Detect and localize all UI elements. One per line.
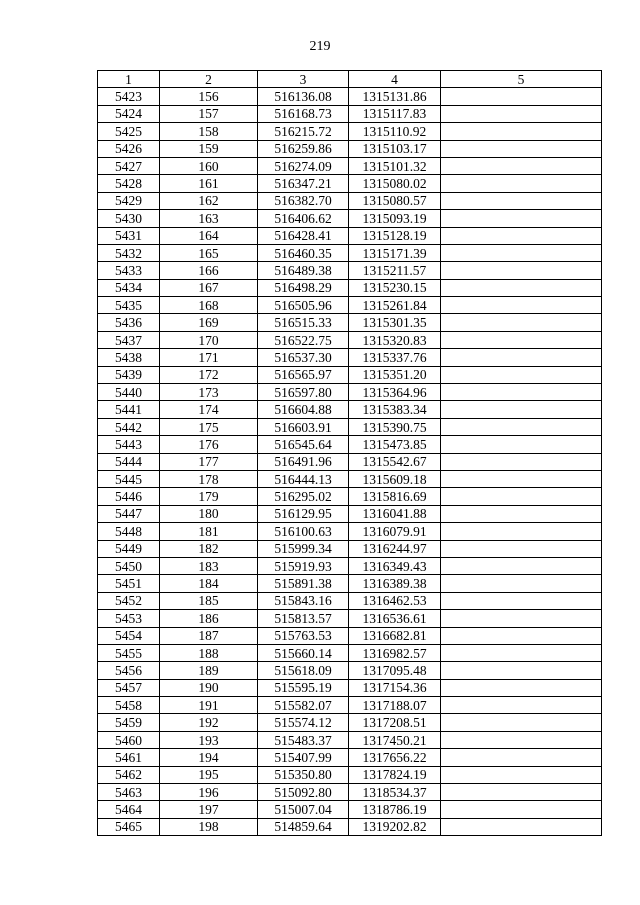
y-coordinate-cell: 1315101.32 [349,157,441,174]
note-cell [441,210,602,227]
table-row [98,644,602,661]
point-number-cell: 5451 [98,575,160,592]
vertex-number-cell: 165 [160,244,258,261]
vertex-number-cell: 176 [160,436,258,453]
note-cell [441,505,602,522]
y-coordinate-cell: 1315261.84 [349,297,441,314]
y-coordinate-cell: 1315364.96 [349,384,441,401]
point-number-cell: 5455 [98,644,160,661]
vertex-number-cell: 181 [160,523,258,540]
point-number-cell: 5430 [98,210,160,227]
table-row [98,262,602,279]
x-coordinate-cell: 516515.33 [258,314,349,331]
vertex-number-cell: 187 [160,627,258,644]
point-number-cell: 5450 [98,557,160,574]
y-coordinate-cell: 1315473.85 [349,436,441,453]
table-row [98,697,602,714]
point-number-cell: 5453 [98,610,160,627]
x-coordinate-cell: 516491.96 [258,453,349,470]
table-row [98,384,602,401]
table-row [98,140,602,157]
vertex-number-cell: 184 [160,575,258,592]
vertex-number-cell: 156 [160,88,258,105]
x-coordinate-cell: 515919.93 [258,557,349,574]
y-coordinate-cell: 1316079.91 [349,523,441,540]
y-coordinate-cell: 1316349.43 [349,557,441,574]
table-row [98,279,602,296]
table-row [98,801,602,818]
note-cell [441,714,602,731]
note-cell [441,557,602,574]
point-number-cell: 5439 [98,366,160,383]
x-coordinate-cell: 516168.73 [258,105,349,122]
note-cell [441,140,602,157]
column-header-4: 4 [349,71,441,88]
header-row [98,71,602,88]
vertex-number-cell: 194 [160,749,258,766]
x-coordinate-cell: 516522.75 [258,331,349,348]
vertex-number-cell: 189 [160,662,258,679]
vertex-number-cell: 192 [160,714,258,731]
point-number-cell: 5438 [98,349,160,366]
x-coordinate-cell: 516428.41 [258,227,349,244]
y-coordinate-cell: 1315171.39 [349,244,441,261]
vertex-number-cell: 161 [160,175,258,192]
table-row [98,192,602,209]
note-cell [441,766,602,783]
table-row [98,210,602,227]
point-number-cell: 5452 [98,592,160,609]
x-coordinate-cell: 515999.34 [258,540,349,557]
x-coordinate-cell: 515407.99 [258,749,349,766]
x-coordinate-cell: 516259.86 [258,140,349,157]
x-coordinate-cell: 515092.80 [258,784,349,801]
table-row [98,366,602,383]
note-cell [441,488,602,505]
note-cell [441,731,602,748]
coordinates-table [97,70,602,836]
y-coordinate-cell: 1315103.17 [349,140,441,157]
table-row [98,244,602,261]
table-row [98,714,602,731]
x-coordinate-cell: 515483.37 [258,731,349,748]
vertex-number-cell: 173 [160,384,258,401]
table-row [98,523,602,540]
x-coordinate-cell: 515350.80 [258,766,349,783]
vertex-number-cell: 196 [160,784,258,801]
y-coordinate-cell: 1317208.51 [349,714,441,731]
x-coordinate-cell: 516406.62 [258,210,349,227]
point-number-cell: 5441 [98,401,160,418]
table-row [98,453,602,470]
point-number-cell: 5448 [98,523,160,540]
note-cell [441,470,602,487]
vertex-number-cell: 180 [160,505,258,522]
table-row [98,575,602,592]
point-number-cell: 5445 [98,470,160,487]
point-number-cell: 5436 [98,314,160,331]
point-number-cell: 5447 [98,505,160,522]
point-number-cell: 5454 [98,627,160,644]
point-number-cell: 5440 [98,384,160,401]
note-cell [441,366,602,383]
table-row [98,123,602,140]
vertex-number-cell: 169 [160,314,258,331]
y-coordinate-cell: 1315383.34 [349,401,441,418]
table-row [98,331,602,348]
table-row [98,227,602,244]
note-cell [441,227,602,244]
point-number-cell: 5458 [98,697,160,714]
note-cell [441,401,602,418]
note-cell [441,644,602,661]
point-number-cell: 5462 [98,766,160,783]
note-cell [441,592,602,609]
x-coordinate-cell: 516537.30 [258,349,349,366]
note-cell [441,784,602,801]
point-number-cell: 5465 [98,818,160,835]
table-row [98,401,602,418]
vertex-number-cell: 185 [160,592,258,609]
note-cell [441,262,602,279]
vertex-number-cell: 171 [160,349,258,366]
x-coordinate-cell: 515843.16 [258,592,349,609]
x-coordinate-cell: 516215.72 [258,123,349,140]
x-coordinate-cell: 515618.09 [258,662,349,679]
table-row [98,349,602,366]
x-coordinate-cell: 515763.53 [258,627,349,644]
point-number-cell: 5435 [98,297,160,314]
table-row [98,749,602,766]
table-row [98,679,602,696]
point-number-cell: 5444 [98,453,160,470]
point-number-cell: 5423 [98,88,160,105]
vertex-number-cell: 179 [160,488,258,505]
point-number-cell: 5428 [98,175,160,192]
y-coordinate-cell: 1318534.37 [349,784,441,801]
y-coordinate-cell: 1317154.36 [349,679,441,696]
x-coordinate-cell: 515582.07 [258,697,349,714]
vertex-number-cell: 188 [160,644,258,661]
vertex-number-cell: 163 [160,210,258,227]
note-cell [441,436,602,453]
y-coordinate-cell: 1315351.20 [349,366,441,383]
note-cell [441,105,602,122]
point-number-cell: 5437 [98,331,160,348]
y-coordinate-cell: 1317450.21 [349,731,441,748]
x-coordinate-cell: 516382.70 [258,192,349,209]
table-row [98,662,602,679]
y-coordinate-cell: 1315390.75 [349,418,441,435]
point-number-cell: 5456 [98,662,160,679]
note-cell [441,679,602,696]
vertex-number-cell: 174 [160,401,258,418]
x-coordinate-cell: 516100.63 [258,523,349,540]
vertex-number-cell: 195 [160,766,258,783]
x-coordinate-cell: 516603.91 [258,418,349,435]
x-coordinate-cell: 516604.88 [258,401,349,418]
table-row [98,505,602,522]
x-coordinate-cell: 515007.04 [258,801,349,818]
vertex-number-cell: 170 [160,331,258,348]
y-coordinate-cell: 1318786.19 [349,801,441,818]
note-cell [441,818,602,835]
note-cell [441,662,602,679]
x-coordinate-cell: 515574.12 [258,714,349,731]
note-cell [441,540,602,557]
vertex-number-cell: 190 [160,679,258,696]
y-coordinate-cell: 1315128.19 [349,227,441,244]
table-row [98,105,602,122]
note-cell [441,575,602,592]
point-number-cell: 5429 [98,192,160,209]
vertex-number-cell: 157 [160,105,258,122]
x-coordinate-cell: 516498.29 [258,279,349,296]
y-coordinate-cell: 1315609.18 [349,470,441,487]
note-cell [441,453,602,470]
y-coordinate-cell: 1315131.86 [349,88,441,105]
column-header-1: 1 [98,71,160,88]
y-coordinate-cell: 1315337.76 [349,349,441,366]
vertex-number-cell: 182 [160,540,258,557]
table-row [98,418,602,435]
table-row [98,592,602,609]
y-coordinate-cell: 1316682.81 [349,627,441,644]
table-body [98,88,602,836]
x-coordinate-cell: 515891.38 [258,575,349,592]
note-cell [441,331,602,348]
y-coordinate-cell: 1315542.67 [349,453,441,470]
point-number-cell: 5425 [98,123,160,140]
y-coordinate-cell: 1316536.61 [349,610,441,627]
point-number-cell: 5433 [98,262,160,279]
table-row [98,488,602,505]
x-coordinate-cell: 516597.80 [258,384,349,401]
table-row [98,470,602,487]
table-row [98,436,602,453]
x-coordinate-cell: 516565.97 [258,366,349,383]
y-coordinate-cell: 1315093.19 [349,210,441,227]
vertex-number-cell: 186 [160,610,258,627]
point-number-cell: 5457 [98,679,160,696]
x-coordinate-cell: 516444.13 [258,470,349,487]
x-coordinate-cell: 516295.02 [258,488,349,505]
note-cell [441,279,602,296]
note-cell [441,175,602,192]
vertex-number-cell: 197 [160,801,258,818]
note-cell [441,123,602,140]
vertex-number-cell: 166 [160,262,258,279]
note-cell [441,297,602,314]
note-cell [441,418,602,435]
y-coordinate-cell: 1317188.07 [349,697,441,714]
vertex-number-cell: 183 [160,557,258,574]
vertex-number-cell: 175 [160,418,258,435]
table-row [98,314,602,331]
note-cell [441,384,602,401]
table-row [98,627,602,644]
x-coordinate-cell: 516489.38 [258,262,349,279]
y-coordinate-cell: 1315816.69 [349,488,441,505]
column-header-3: 3 [258,71,349,88]
point-number-cell: 5459 [98,714,160,731]
point-number-cell: 5426 [98,140,160,157]
note-cell [441,801,602,818]
table-row [98,818,602,835]
y-coordinate-cell: 1316982.57 [349,644,441,661]
y-coordinate-cell: 1315301.35 [349,314,441,331]
x-coordinate-cell: 515595.19 [258,679,349,696]
table-row [98,540,602,557]
point-number-cell: 5442 [98,418,160,435]
y-coordinate-cell: 1317095.48 [349,662,441,679]
point-number-cell: 5449 [98,540,160,557]
y-coordinate-cell: 1319202.82 [349,818,441,835]
point-number-cell: 5443 [98,436,160,453]
y-coordinate-cell: 1315080.57 [349,192,441,209]
table-row [98,88,602,105]
vertex-number-cell: 177 [160,453,258,470]
y-coordinate-cell: 1317824.19 [349,766,441,783]
y-coordinate-cell: 1316041.88 [349,505,441,522]
note-cell [441,88,602,105]
point-number-cell: 5463 [98,784,160,801]
y-coordinate-cell: 1317656.22 [349,749,441,766]
x-coordinate-cell: 514859.64 [258,818,349,835]
point-number-cell: 5432 [98,244,160,261]
y-coordinate-cell: 1315117.83 [349,105,441,122]
y-coordinate-cell: 1316462.53 [349,592,441,609]
page-number: 219 [309,39,331,54]
vertex-number-cell: 198 [160,818,258,835]
x-coordinate-cell: 516274.09 [258,157,349,174]
y-coordinate-cell: 1315110.92 [349,123,441,140]
table-row [98,297,602,314]
point-number-cell: 5427 [98,157,160,174]
y-coordinate-cell: 1315230.15 [349,279,441,296]
note-cell [441,697,602,714]
vertex-number-cell: 164 [160,227,258,244]
vertex-number-cell: 172 [160,366,258,383]
table-row [98,157,602,174]
x-coordinate-cell: 516136.08 [258,88,349,105]
vertex-number-cell: 162 [160,192,258,209]
table-row [98,766,602,783]
point-number-cell: 5446 [98,488,160,505]
note-cell [441,192,602,209]
point-number-cell: 5461 [98,749,160,766]
point-number-cell: 5434 [98,279,160,296]
table-row [98,784,602,801]
y-coordinate-cell: 1316244.97 [349,540,441,557]
x-coordinate-cell: 516129.95 [258,505,349,522]
column-header-5: 5 [441,71,602,88]
table-header [98,71,602,88]
note-cell [441,610,602,627]
point-number-cell: 5464 [98,801,160,818]
note-cell [441,314,602,331]
y-coordinate-cell: 1315080.02 [349,175,441,192]
x-coordinate-cell: 515660.14 [258,644,349,661]
note-cell [441,349,602,366]
vertex-number-cell: 159 [160,140,258,157]
y-coordinate-cell: 1316389.38 [349,575,441,592]
vertex-number-cell: 167 [160,279,258,296]
vertex-number-cell: 160 [160,157,258,174]
note-cell [441,627,602,644]
table-row [98,731,602,748]
x-coordinate-cell: 516505.96 [258,297,349,314]
table-row [98,610,602,627]
table-row [98,557,602,574]
note-cell [441,523,602,540]
x-coordinate-cell: 516347.21 [258,175,349,192]
note-cell [441,244,602,261]
note-cell [441,749,602,766]
x-coordinate-cell: 516460.35 [258,244,349,261]
y-coordinate-cell: 1315211.57 [349,262,441,279]
note-cell [441,157,602,174]
vertex-number-cell: 191 [160,697,258,714]
y-coordinate-cell: 1315320.83 [349,331,441,348]
column-header-2: 2 [160,71,258,88]
vertex-number-cell: 178 [160,470,258,487]
x-coordinate-cell: 515813.57 [258,610,349,627]
point-number-cell: 5460 [98,731,160,748]
vertex-number-cell: 193 [160,731,258,748]
point-number-cell: 5431 [98,227,160,244]
x-coordinate-cell: 516545.64 [258,436,349,453]
vertex-number-cell: 168 [160,297,258,314]
point-number-cell: 5424 [98,105,160,122]
vertex-number-cell: 158 [160,123,258,140]
table-row [98,175,602,192]
